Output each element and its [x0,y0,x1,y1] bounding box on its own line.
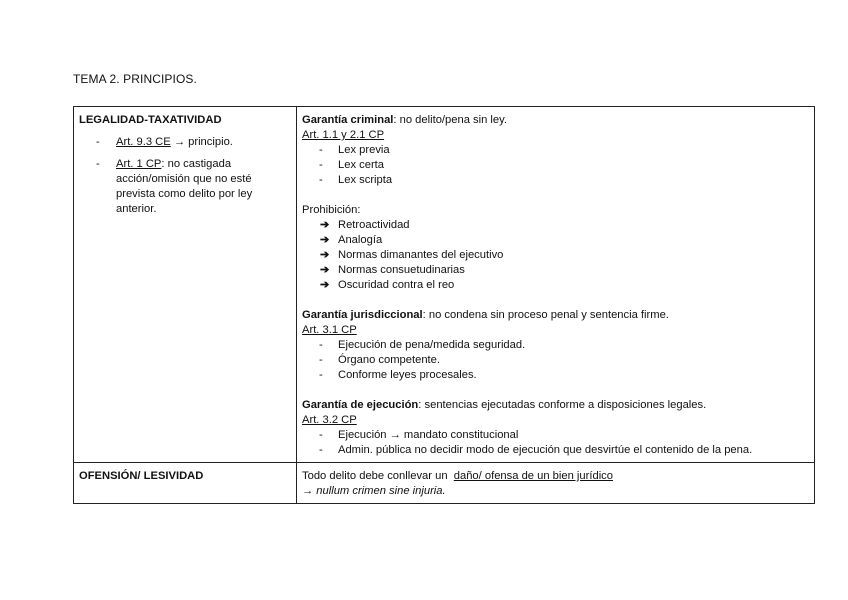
list-item: - Ejecución → mandato constitucional [302,428,809,443]
principles-table [73,106,815,504]
table-row-legalidad [74,107,815,463]
jurisdiccional-item-list [302,338,809,383]
row-heading: LEGALIDAD-TAXATIVIDAD [79,114,222,126]
prohibicion-list [302,218,809,293]
list-item: - Admin. pública no decidir modo de ejecución que desvirtúe el contenido de la pena. [302,443,809,458]
criminal-item-list [302,143,809,188]
list-item: - Conforme leyes procesales. [302,368,809,383]
row-heading: OFENSIÓN/ LESIVIDAD [79,470,204,482]
article-reference: Art. 3.1 CP [302,324,357,336]
list-item: - Lex previa [302,143,809,158]
list-item: ➔ Normas dimanantes del ejecutivo [302,248,809,263]
ofension-text-line [302,469,809,484]
list-item: - Ejecución de pena/medida seguridad. [302,338,809,353]
item-text: : no castigada acción/omisión que no esté prevista como delito por ley anterior. [116,158,253,215]
article-reference: Art. 3.2 CP [302,414,357,426]
garantia-criminal-line [302,113,809,128]
underlined-text: daño/ ofensa de un bien jurídico [453,470,613,482]
article-reference: Art. 1.1 y 2.1 CP [302,129,385,141]
section-text: : no delito/pena sin ley. [393,114,508,126]
list-item: - Lex certa [302,158,809,173]
latin-maxim: → nullum crimen sine injuria. [302,485,446,497]
garantia-jurisdiccional-line [302,308,809,323]
list-item: - Órgano competente. [302,353,809,368]
list-item: ➔ Analogía [302,233,809,248]
row-content-cell [297,107,815,463]
garantia-ejecucion-line [302,398,809,413]
ejecucion-item-list [302,428,809,458]
list-item: ➔ Normas consuetudinarias [302,263,809,278]
article-reference: Art. 1 CP [116,158,162,170]
article-reference: Art. 9.3 CE [116,136,171,148]
list-item: ➔ Retroactividad [302,218,809,233]
section-label: Garantía de ejecución [302,399,419,411]
row-heading-cell [74,107,297,463]
list-item: ➔ Oscuridad contra el reo [302,278,809,293]
table-row-ofension [74,463,815,504]
section-text: : no condena sin proceso penal y sentencia firme. [422,309,669,321]
row-content-cell [297,463,815,504]
list-item [79,157,291,217]
item-text: → principio. [170,136,233,148]
left-item-list [79,135,291,217]
section-label: Garantía criminal [302,114,394,126]
list-item [79,135,291,150]
section-label: Garantía jurisdiccional [302,309,423,321]
list-item: - Lex scripta [302,173,809,188]
row-heading-cell [74,463,297,504]
prohibicion-label: Prohibición: [302,204,361,216]
section-text: : sentencias ejecutadas conforme a disposiciones legales. [418,399,707,411]
document-title: TEMA 2. PRINCIPIOS. [73,72,197,86]
item-text: Todo delito debe conllevar un [302,470,454,482]
